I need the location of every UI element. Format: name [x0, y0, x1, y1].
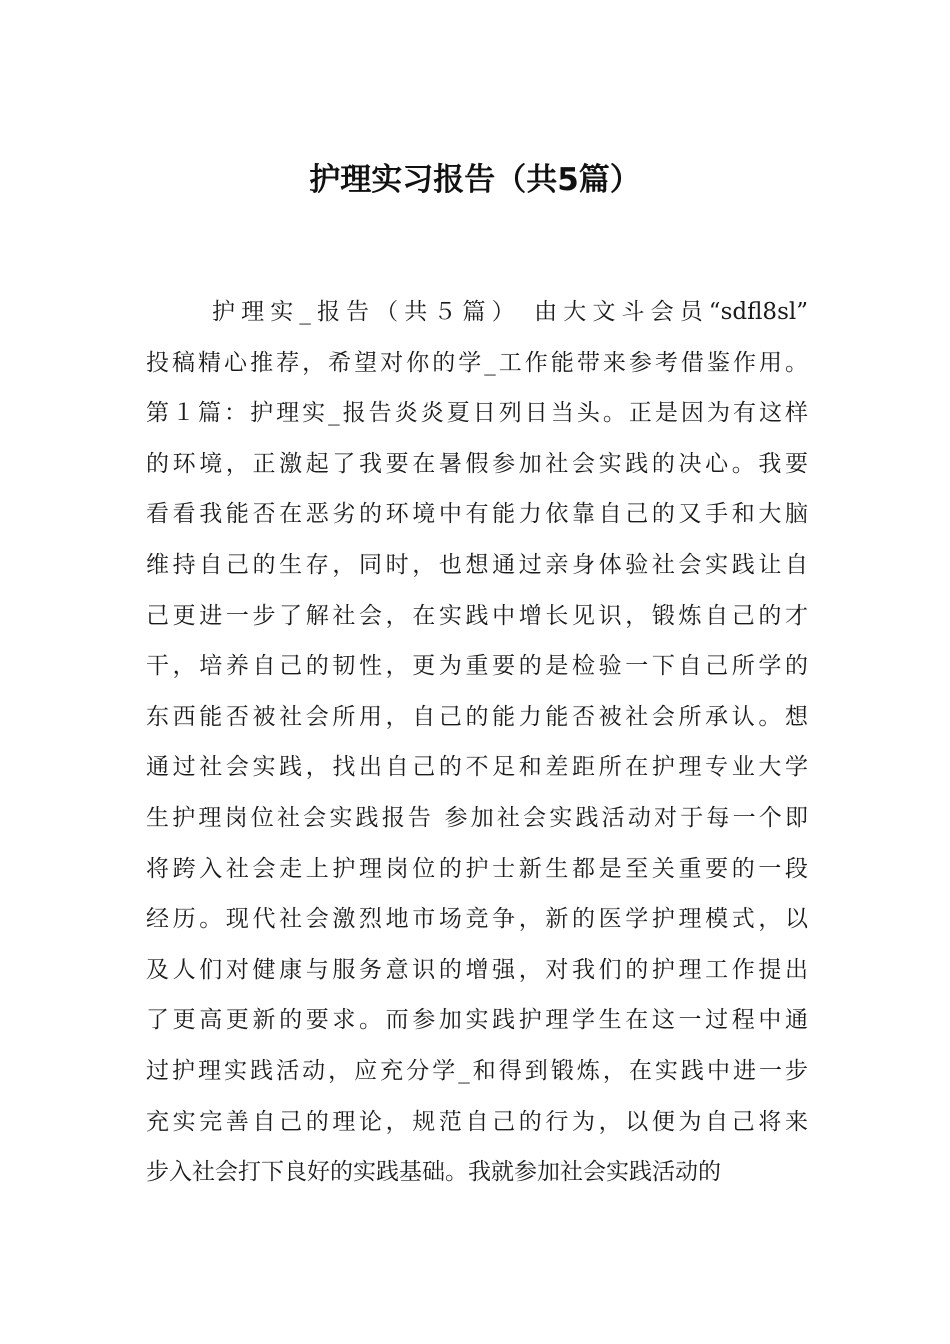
text-line: 充实完善自己的理论，规范自己的行为，以便为自己将来: [146, 1108, 808, 1135]
text-line: 看看我能否在恶劣的环境中有能力依靠自己的又手和大脑: [146, 501, 808, 528]
text-line: 及人们对健康与服务意识的增强，对我们的护理工作提出: [146, 956, 808, 983]
text-line: 经历。现代社会激烈地市场竞争，新的医学护理模式，以: [146, 906, 808, 933]
text-line: 步入社会打下良好的实践基础。我就参加社会实践活动的: [146, 1159, 721, 1186]
text-line: 将跨入社会走上护理岗位的护士新生都是至关重要的一段: [146, 855, 808, 882]
text-line: 投稿精心推荐，希望对你的学_工作能带来参考借鉴作用。: [146, 349, 808, 376]
text-line: 干，培养自己的韧性，更为重要的是检验一下自己所学的: [146, 653, 808, 680]
text-line: 护理实_报告（共５篇） 由大文斗会员“sdfl8sl”: [212, 299, 808, 325]
text-line: 第１篇：护理实_报告炎炎夏日列日当头。正是因为有这样: [146, 400, 808, 427]
text-line: 己更进一步了解社会，在实践中增长见识，锻炼自己的才: [146, 602, 808, 629]
text-line: 东西能否被社会所用，自己的能力能否被社会所承认。想: [146, 703, 808, 730]
text-line: 的环境，正激起了我要在暑假参加社会实践的决心。我要: [146, 450, 808, 477]
text-line: 过护理实践活动，应充分学_和得到锻炼，在实践中进一步: [146, 1057, 808, 1084]
text-line: 了更高更新的要求。而参加实践护理学生在这一过程中通: [146, 1007, 808, 1034]
body-paragraph: [146, 287, 808, 1198]
text-line: 生护理岗位社会实践报告 参加社会实践活动对于每一个即: [146, 804, 808, 831]
document-title: 护理实习报告（共5篇）: [309, 162, 641, 198]
text-line: 维持自己的生存，同时，也想通过亲身体验社会实践让自: [146, 551, 808, 578]
text-line: 通过社会实践，找出自己的不足和差距所在护理专业大学: [146, 754, 808, 781]
